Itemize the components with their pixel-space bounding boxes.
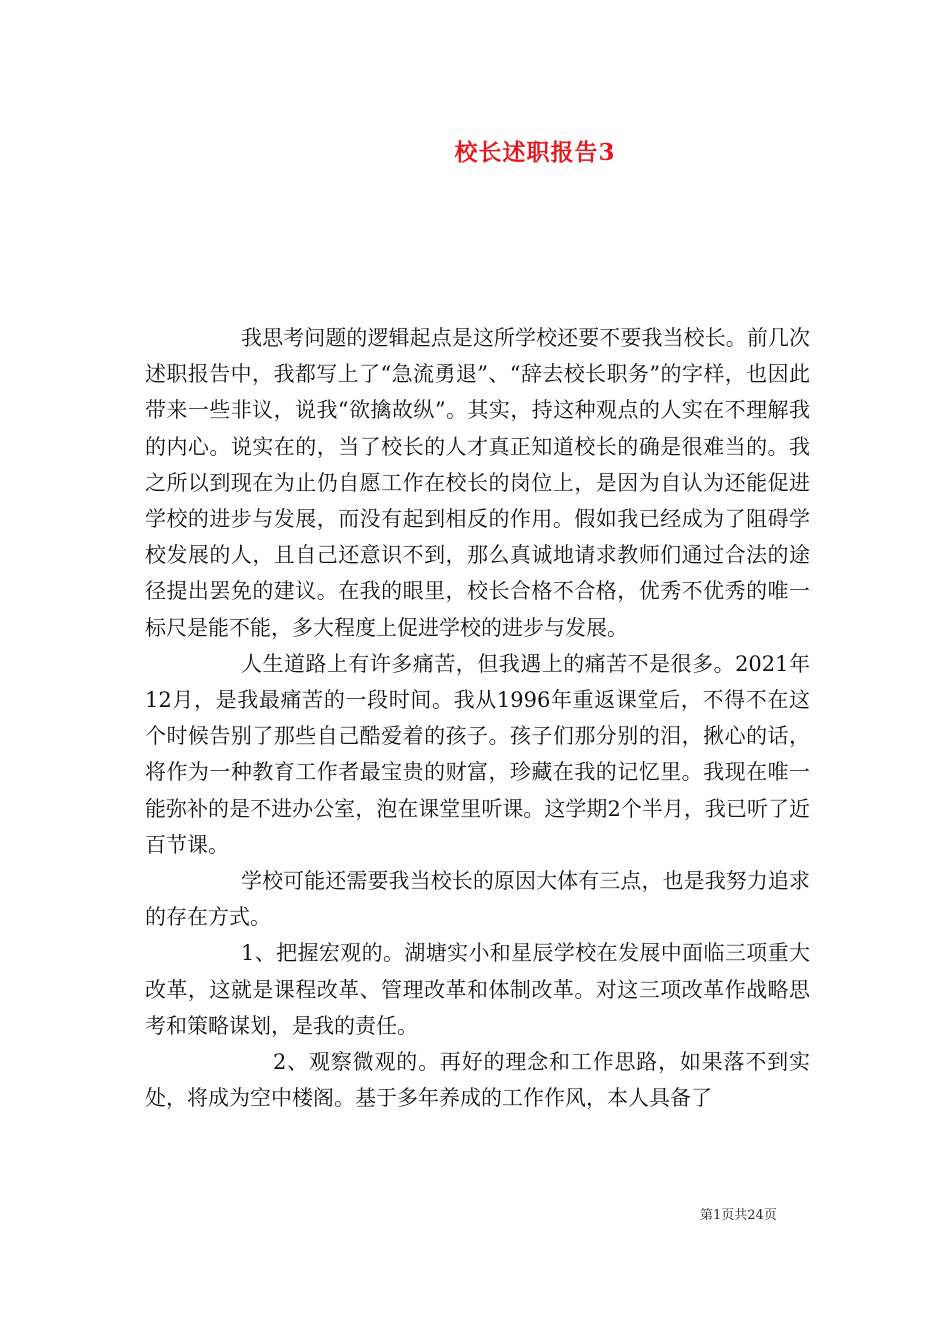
paragraph-5: 2、观察微观的。再好的理念和工作思路，如果落不到实处，将成为空中楼阁。基于多年养成的工作作风，本人具备了: [145, 1050, 810, 1111]
page-number: 第1页共24页: [700, 1208, 777, 1223]
document-body: [145, 320, 810, 1116]
paragraph-4: 1、把握宏观的。湖塘实小和星辰学校在发展中面临三项重大改革，这就是课程改革、管理改革和体制改革。对这三项改革作战略思考和策略谋划，是我的责任。: [145, 941, 810, 1038]
paragraph-1: 我思考问题的逻辑起点是这所学校还要不要我当校长。前几次述职报告中，我都写上了“急流勇退”、“辞去校长职务”的字样，也因此带来一些非议，说我“欲擒故纵”。其实，持这种观点的人实在不理解我的内心。说实在的，当了校长的人才真正知道校长的确是很难当的。我之所以到现在为止仍自愿工作在校长的岗位上，是因为自认为还能促进学校的进步与发展，而没有起到相反的作用。假如我已经成为了阻碍学校发展的人，且自己还意识不到，那么真诚地请求教师们通过合法的途径提出罢免的建议。在我的眼里，校长合格不合格，优秀不优秀的唯一标尺是能不能，多大程度上促进学校的进步与发展。: [145, 326, 810, 640]
paragraph-2: 人生道路上有许多痛苦，但我遇上的痛苦不是很多。2021年12月，是我最痛苦的一段时间。我从1996年重返课堂后，不得不在这个时候告别了那些自己酷爱着的孩子。孩子们那分别的泪，揪心的话，将作为一种教育工作者最宝贵的财富，珍藏在我的记忆里。我现在唯一能弥补的是不进办公室，泡在课堂里听课。这学期2个半月，我已听了近百节课。: [145, 651, 810, 857]
document-title: 校长述职报告3: [454, 139, 616, 166]
paragraph-3: 学校可能还需要我当校长的原因大体有三点，也是我努力追求的存在方式。: [145, 869, 810, 930]
